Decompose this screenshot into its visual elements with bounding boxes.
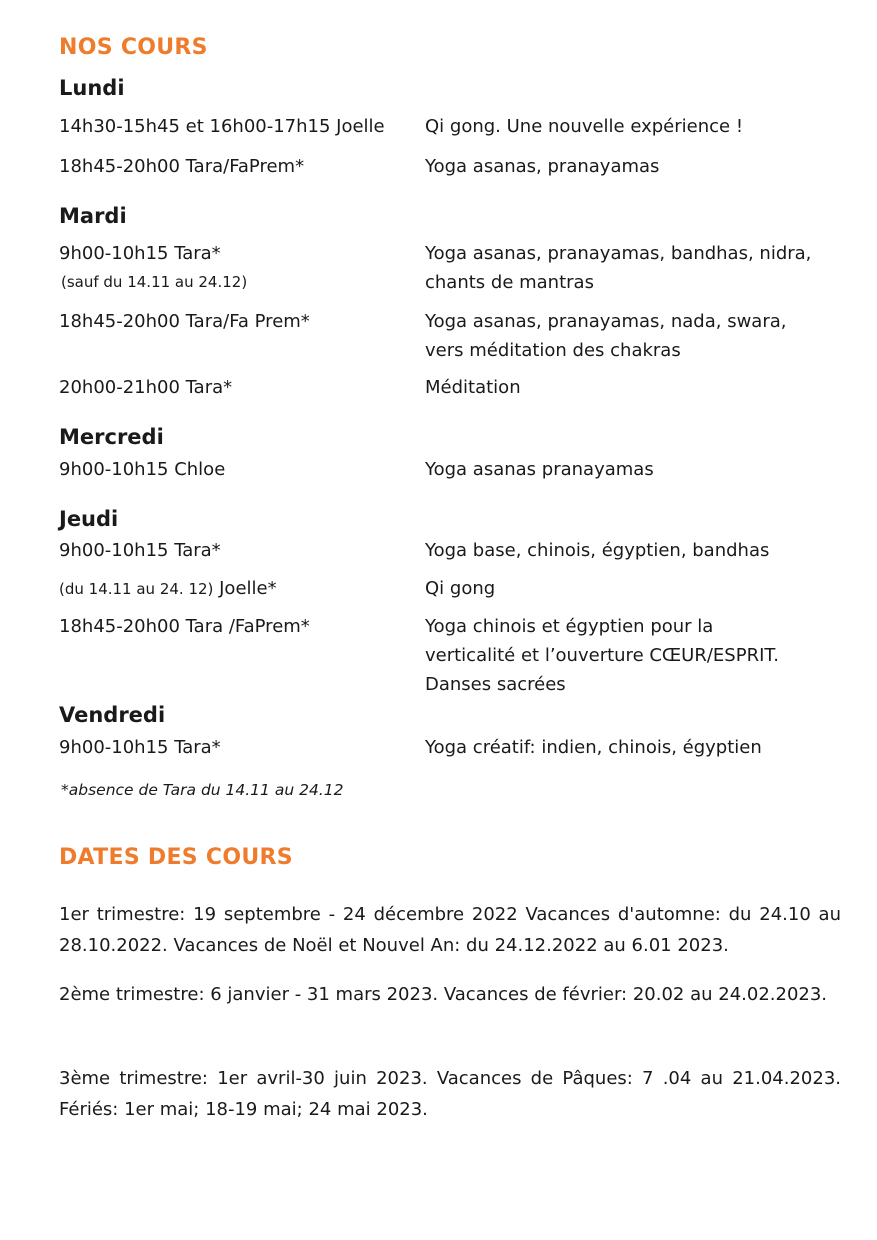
- vendredi-row1-time: 9h00-10h15 Tara*: [59, 737, 221, 758]
- dates-paragraph-2: 2ème trimestre: 6 janvier - 31 mars 2023. Vacances de février: 20.02 au 24.02.2023.: [59, 984, 828, 1005]
- jeudi-row1-time: 9h00-10h15 Tara*: [59, 540, 221, 561]
- day-vendredi: Vendredi: [59, 703, 166, 727]
- jeudi-row3-time: 18h45-20h00 Tara /FaPrem*: [59, 616, 310, 637]
- lundi-row1-time: 14h30-15h45 et 16h00-17h15 Joelle: [59, 116, 385, 137]
- jeudi-row2-desc: Qi gong: [425, 578, 496, 599]
- day-mercredi: Mercredi: [59, 425, 164, 449]
- jeudi-row2-date-range: (du 14.11 au 24. 12): [59, 580, 214, 598]
- vendredi-row1-desc: Yoga créatif: indien, chinois, égyptien: [425, 737, 762, 758]
- lundi-row2-desc: Yoga asanas, pranayamas: [425, 156, 660, 177]
- dates-paragraph-3: 3ème trimestre: 1er avril-30 juin 2023. Vacances de Pâques: 7 .04 au 21.04.2023. Fériés: 1er mai; 18-19 mai; 24 mai 2023.: [59, 1068, 841, 1120]
- jeudi-row2-time: [59, 578, 277, 599]
- lundi-row2-time: 18h45-20h00 Tara/FaPrem*: [59, 156, 305, 177]
- dates-paragraph-1: 1er trimestre: 19 septembre - 24 décembre 2022 Vacances d'automne: du 24.10 au 28.10.2022. Vacances de Noël et Nouvel An: du 24.12.2022 au 6.01 2023.: [59, 904, 841, 956]
- jeudi-row1-desc: Yoga base, chinois, égyptien, bandhas: [425, 540, 770, 561]
- mardi-row1-time-note: (sauf du 14.11 au 24.12): [61, 273, 248, 291]
- footnote: *absence de Tara du 14.11 au 24.12: [61, 781, 344, 799]
- mardi-row1-time: 9h00-10h15 Tara*: [59, 243, 221, 264]
- jeudi-row3-desc1: Yoga chinois et égyptien pour la: [425, 616, 714, 637]
- jeudi-row2-teacher: Joelle*: [219, 578, 277, 599]
- mardi-row3-time: 20h00-21h00 Tara*: [59, 377, 233, 398]
- mardi-row2-desc1: Yoga asanas, pranayamas, nada, swara,: [425, 311, 787, 332]
- nos-cours-title: NOS COURS: [59, 35, 208, 60]
- mercredi-row1-desc: Yoga asanas pranayamas: [425, 459, 654, 480]
- mardi-row3-desc: Méditation: [425, 377, 521, 398]
- mercredi-row1-time: 9h00-10h15 Chloe: [59, 459, 226, 480]
- mardi-row1-desc2: chants de mantras: [425, 272, 594, 293]
- lundi-row1-desc: Qi gong. Une nouvelle expérience !: [425, 116, 744, 137]
- mardi-row2-desc2: vers méditation des chakras: [425, 340, 681, 361]
- day-lundi: Lundi: [59, 76, 125, 100]
- day-mardi: Mardi: [59, 204, 127, 228]
- mardi-row2-time: 18h45-20h00 Tara/Fa Prem*: [59, 311, 310, 332]
- day-jeudi: Jeudi: [59, 507, 119, 531]
- jeudi-row3-desc2: verticalité et l’ouverture CŒUR/ESPRIT.: [425, 645, 779, 666]
- dates-title: DATES DES COURS: [59, 845, 293, 870]
- mardi-row1-desc1: Yoga asanas, pranayamas, bandhas, nidra,: [425, 243, 812, 264]
- jeudi-row3-desc3: Danses sacrées: [425, 674, 566, 695]
